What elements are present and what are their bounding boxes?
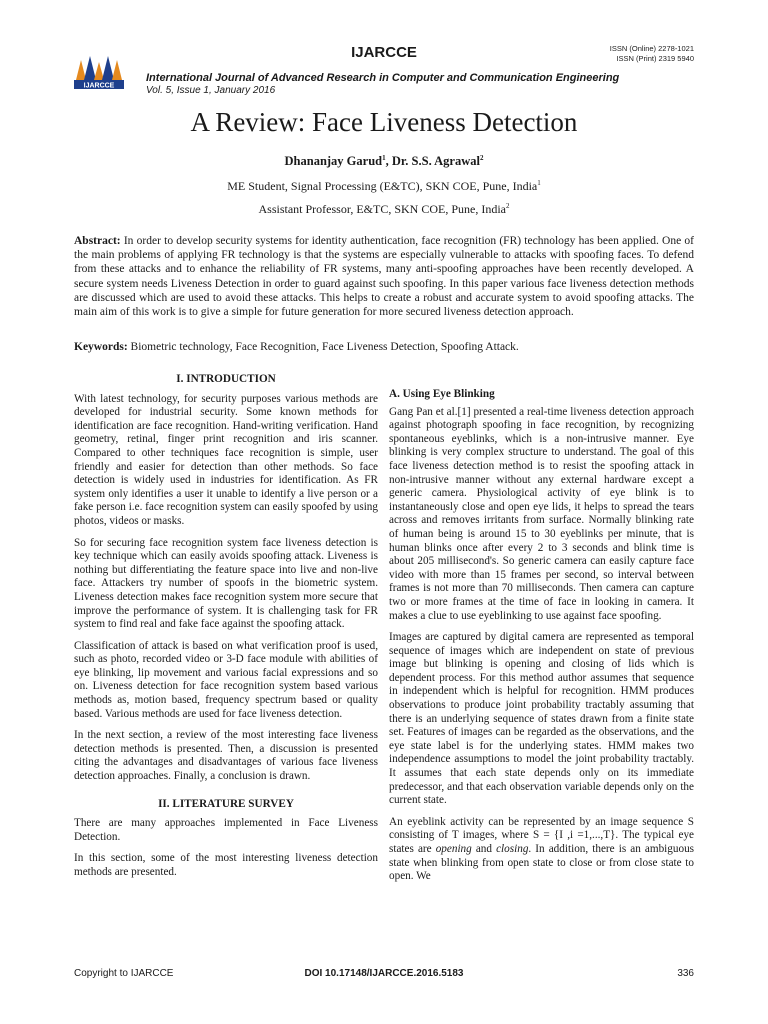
issn-online: ISSN (Online) 2278-1021 — [609, 44, 694, 53]
paragraph — [389, 816, 694, 884]
journal-abbreviation: IJARCCE — [351, 44, 417, 61]
svg-text:IJARCCE: IJARCCE — [83, 82, 115, 90]
paragraph-text: and — [471, 843, 497, 855]
paragraph: There are many approaches implemented in Face Liveness Detection. — [74, 817, 378, 843]
keywords-label: Keywords: — [74, 341, 128, 353]
affiliation-superscript: 2 — [506, 202, 510, 210]
paragraph: Gang Pan et al.[1] presented a real-time liveness detection approach against photograph spoofing in face recognition, by recognizing spontaneous eyeblinks, which is a non-intrusive manner. Eye blinking is very complex structure to understand. The goal of this face liveness detection method is to resist the spoofing attack in non-intrusive manner without any external hardware except a generic camera. Physiological activity of eye blink is to instantaneously close and open eye lids, it helps to spread the tears across and removes irritants from surface. Normally blinking rate of human being is around 15 to 30 eyeblinks per minute, that is human blinks once after every 2 to 3 seconds and blink time is about 205 millisecond's. So generic camera can easily capture face video with more than 15 frames per second, so interval between frames is not more than 70 milliseconds. Then camera can capture two or more frames at the time of face in looking in camera. It makes a clue to use eyeblinking to use against face spoofing. — [389, 405, 694, 622]
paragraph: In this section, some of the most interesting liveness detection methods are presented. — [74, 852, 378, 878]
paper-title: A Review: Face Liveness Detection — [190, 107, 578, 137]
author-name: Dhananjay Garud — [284, 154, 383, 168]
italic-term: opening — [435, 843, 472, 855]
subsection-heading-eye-blinking: A. Using Eye Blinking — [389, 388, 495, 400]
abstract-label: Abstract: — [74, 235, 121, 247]
left-column — [74, 373, 378, 888]
journal-name: International Journal of Advanced Research in Computer and Communication Engineering — [146, 72, 620, 84]
issn-print: ISSN (Print) 2319 5940 — [616, 53, 694, 63]
author-superscript: 2 — [479, 153, 484, 162]
paragraph-text: An eyeblink activity can be represented by an image sequence S consisting of T images, where S = {I ,i =1,...,T}. The typical eye states are — [389, 815, 694, 855]
author-name: Dr. S.S. Agrawal — [391, 154, 480, 168]
keywords-text: Biometric technology, Face Recognition, Face Liveness Detection, Spoofing Attack. — [127, 341, 519, 353]
affiliation-text: ME Student, Signal Processing (E&TC), SKN COE, Pune, India — [227, 179, 538, 193]
affiliation-superscript: 1 — [537, 179, 541, 187]
page-number: 336 — [677, 968, 694, 979]
paragraph: Images are captured by digital camera are represented as temporal sequence of images which are independent on state of previous image but blinking is opening and closing of lids which is dependent process. For this method author assumes that sequence in independent which is helpful for recognition. HMM produces observations to produce joint probability tractably assuming that there is an underlying sequence of states drawn from a finite state set. Features of images can be regarded as the observations, and the eye state label is for the underlying states. HMM makes two independence assumptions to model the joint probability tractably. It assumes that each state depends only on its immediate predecessor, and that each observation variable depends only on the current state. — [389, 631, 694, 807]
authors — [0, 154, 768, 169]
affiliation-text: Assistant Professor, E&TC, SKN COE, Pune, India — [258, 202, 506, 216]
affiliation-2 — [0, 202, 768, 217]
paragraph: So for securing face recognition system face liveness detection is key technique which can easily avoids spoofing attack. Liveness is nothing but differentiating the feature space into live and non-live face. Attackers try number of spoofs in the biometric system. Liveness detection makes face recognition system more secure that improve the performance of system. It is challenging task for FR system to find real and fake face against the spoofing attack. — [74, 536, 378, 631]
paragraph: In the next section, a review of the most interesting face liveness detection methods is presented. Then, a discussion is presented citing the advantages and disadvantages of various face liveness detection approaches. Finally, a conclusion is drawn. — [74, 729, 378, 783]
section-heading-introduction: I. INTRODUCTION — [176, 373, 276, 385]
abstract — [74, 234, 694, 319]
journal-logo — [72, 54, 126, 90]
affiliation-1 — [0, 179, 768, 194]
keywords — [74, 340, 694, 354]
author-superscript: 1 — [382, 153, 386, 162]
section-heading-literature-survey: II. LITERATURE SURVEY — [158, 797, 294, 810]
italic-term: closing — [496, 843, 529, 855]
abstract-text: In order to develop security systems for identity authentication, face recognition (FR) technology has been applied. One of the main problems of applying FR technology is that the systems are especially vulnerable to attacks with spoofing faces. To defend from these attacks and to enhance the reliability of FR systems, many anti-spoofing approaches have been recently developed. A secure system needs Liveness Detection in order to guard against such spoofing. In this paper various face liveness detection methods are discussed which are used to avoid these attacks. This helps to create a robust and accurate system to avoid spoofing attacks. The main aim of this work is to give a simple for future generation for more secured liveness detection approach. — [74, 235, 694, 319]
author-separator: , — [385, 154, 392, 168]
issn-block — [570, 44, 694, 63]
footer-doi: DOI 10.17148/IJARCCE.2016.5183 — [304, 968, 464, 979]
right-column — [389, 388, 694, 892]
journal-volume: Vol. 5, Issue 1, January 2016 — [146, 85, 276, 96]
footer-copyright: Copyright to IJARCCE — [74, 968, 174, 979]
paragraph: Classification of attack is based on what verification proof is used, such as photo, recorded video or 3-D face module with abilities of eye blinking, lip movement and various facial expressions and so on. Liveness detection for face recognition system based various methods as, motion based, frequency spectrum based or quality based. Various methods are used for face liveness detection. — [74, 639, 378, 720]
paragraph-text: . In addition, there is an ambiguous state when blinking from open state to close or from close state to open. We — [389, 843, 695, 883]
paragraph: With latest technology, for security purposes various methods are developed for industrial security. Some known methods for identification are face recognition. Hand-writing verification. Hand geometry, retinal, finger print recognition and iris scanner. Compared to other techniques face recognition is simple, user friendly and easier for detection than other methods. So face detection is widely used in industries for identification. As FR system only identifies a user it unable to identify a live person or a fake person i.e. face recognition system can easily spoofed by using photos, videos or masks. — [74, 392, 378, 527]
